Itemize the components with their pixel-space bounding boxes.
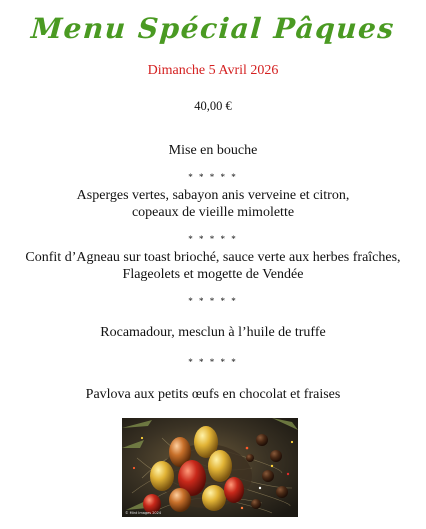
- course-asperges-line-1: Asperges vertes, sabayon anis verveine et citron,: [76, 188, 350, 203]
- separator: * * * * *: [188, 357, 238, 367]
- easter-eggs-photo: [122, 418, 298, 517]
- menu-price: 40,00 €: [194, 99, 232, 113]
- menu-title: Menu Spécial Pâques: [30, 12, 396, 45]
- course-agneau-line-1: Confit d’Agneau sur toast brioché, sauce verte aux herbes fraîches,: [25, 250, 401, 265]
- course-asperges-line-2: copeaux de vieille mimolette: [131, 205, 295, 220]
- course-rocamadour: Rocamadour, mesclun à l’huile de truffe: [100, 325, 326, 340]
- separator: * * * * *: [188, 296, 238, 306]
- course-pavlova: Pavlova aux petits œufs en chocolat et fraises: [85, 387, 341, 402]
- course-agneau-line-2: Flageolets et mogette de Vendée: [122, 267, 304, 282]
- menu-date: Dimanche 5 Avril 2026: [147, 63, 279, 78]
- course-mise-en-bouche: Mise en bouche: [168, 143, 258, 158]
- separator: * * * * *: [188, 234, 238, 244]
- separator: * * * * *: [188, 172, 238, 182]
- photo-credit: © Mint Images 2024: [125, 511, 162, 515]
- easter-eggs-image: [122, 418, 298, 517]
